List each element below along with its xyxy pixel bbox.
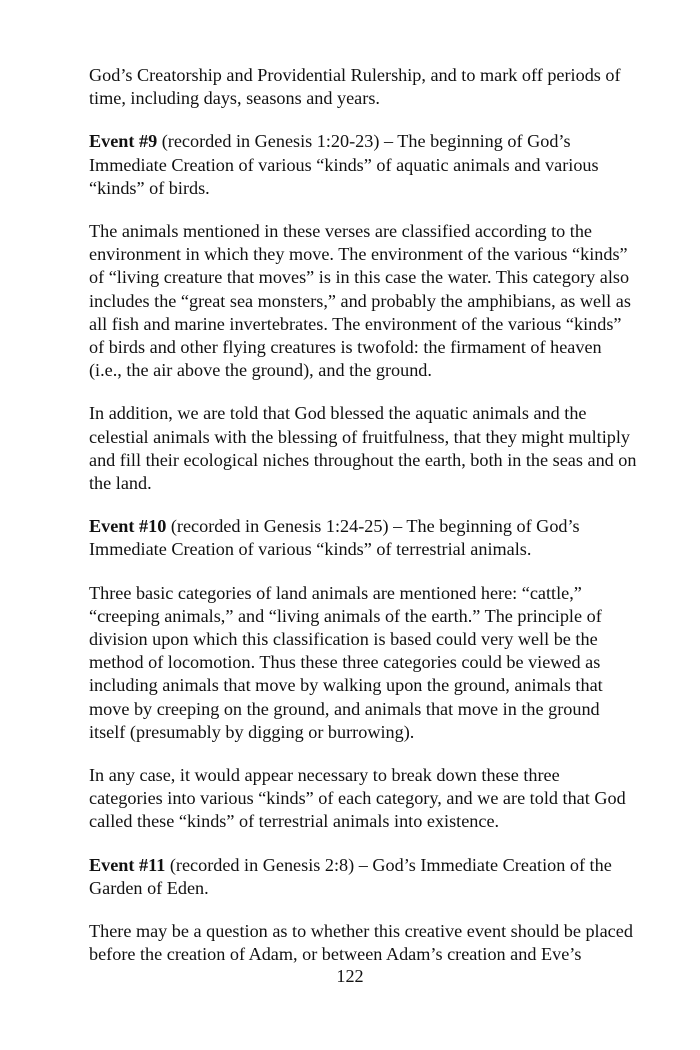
- paragraph-text: The animals mentioned in these verses are classified according to the environment in which they move. The environment of the various “kinds” of “living creature that moves” is in this case the water. This category also includes the “great sea monsters,” and probably the amphibians, as well as all fish and marine invertebrates. The environment of the various “kinds” of birds and other flying creatures is twofold: the firmament of heaven (i.e., the air above the ground), and the ground.: [89, 221, 631, 381]
- paragraph-text: (recorded in Genesis 1:24-25) – The beginning of God’s Immediate Creation of various “kinds” of terrestrial animals.: [89, 516, 580, 560]
- paragraph-text: Three basic categories of land animals are mentioned here: “cattle,” “creeping animals,” and “living animals of the earth.” The principle of division upon which this classification is based could very well be the method of locomotion. Thus these three categories could be viewed as including animals that move by walking upon the ground, animals that move by creeping on the ground, and animals that move in the ground itself (presumably by digging or burrowing).: [89, 582, 603, 742]
- paragraph-text: God’s Creatorship and Providential Rulership, and to mark off periods of time, including days, seasons and years.: [89, 65, 621, 109]
- event-heading: Event #11: [89, 854, 166, 875]
- event-heading: Event #10: [89, 516, 167, 537]
- paragraph: [89, 920, 637, 966]
- event-11-paragraph: [89, 854, 637, 900]
- paragraph: [89, 220, 637, 382]
- event-9-paragraph: [89, 130, 637, 200]
- paragraph-text: In addition, we are told that God blessed the aquatic animals and the celestial animals with the blessing of fruitfulness, that they might multiply and fill their ecological niches throughout the earth, both in the seas and on the land.: [89, 403, 637, 494]
- page-body: [89, 64, 637, 987]
- paragraph: [89, 64, 637, 110]
- paragraph-text: There may be a question as to whether this creative event should be placed before the creation of Adam, or between Adam’s creation and Eve’s: [89, 921, 633, 965]
- page-number: 122: [336, 966, 364, 986]
- paragraph: [89, 402, 637, 495]
- event-10-paragraph: [89, 515, 637, 561]
- paragraph: [89, 764, 637, 834]
- paragraph-text: (recorded in Genesis 2:8) – God’s Immediate Creation of the Garden of Eden.: [89, 854, 612, 898]
- event-heading: Event #9: [89, 131, 158, 152]
- paragraph: [89, 582, 637, 744]
- paragraph-text: In any case, it would appear necessary to break down these three categories into various “kinds” of each category, and we are told that God called these “kinds” of terrestrial animals into existence.: [89, 765, 626, 832]
- paragraph-text: (recorded in Genesis 1:20-23) – The beginning of God’s Immediate Creation of various “kinds” of aquatic animals and various “kinds” of birds.: [89, 131, 599, 198]
